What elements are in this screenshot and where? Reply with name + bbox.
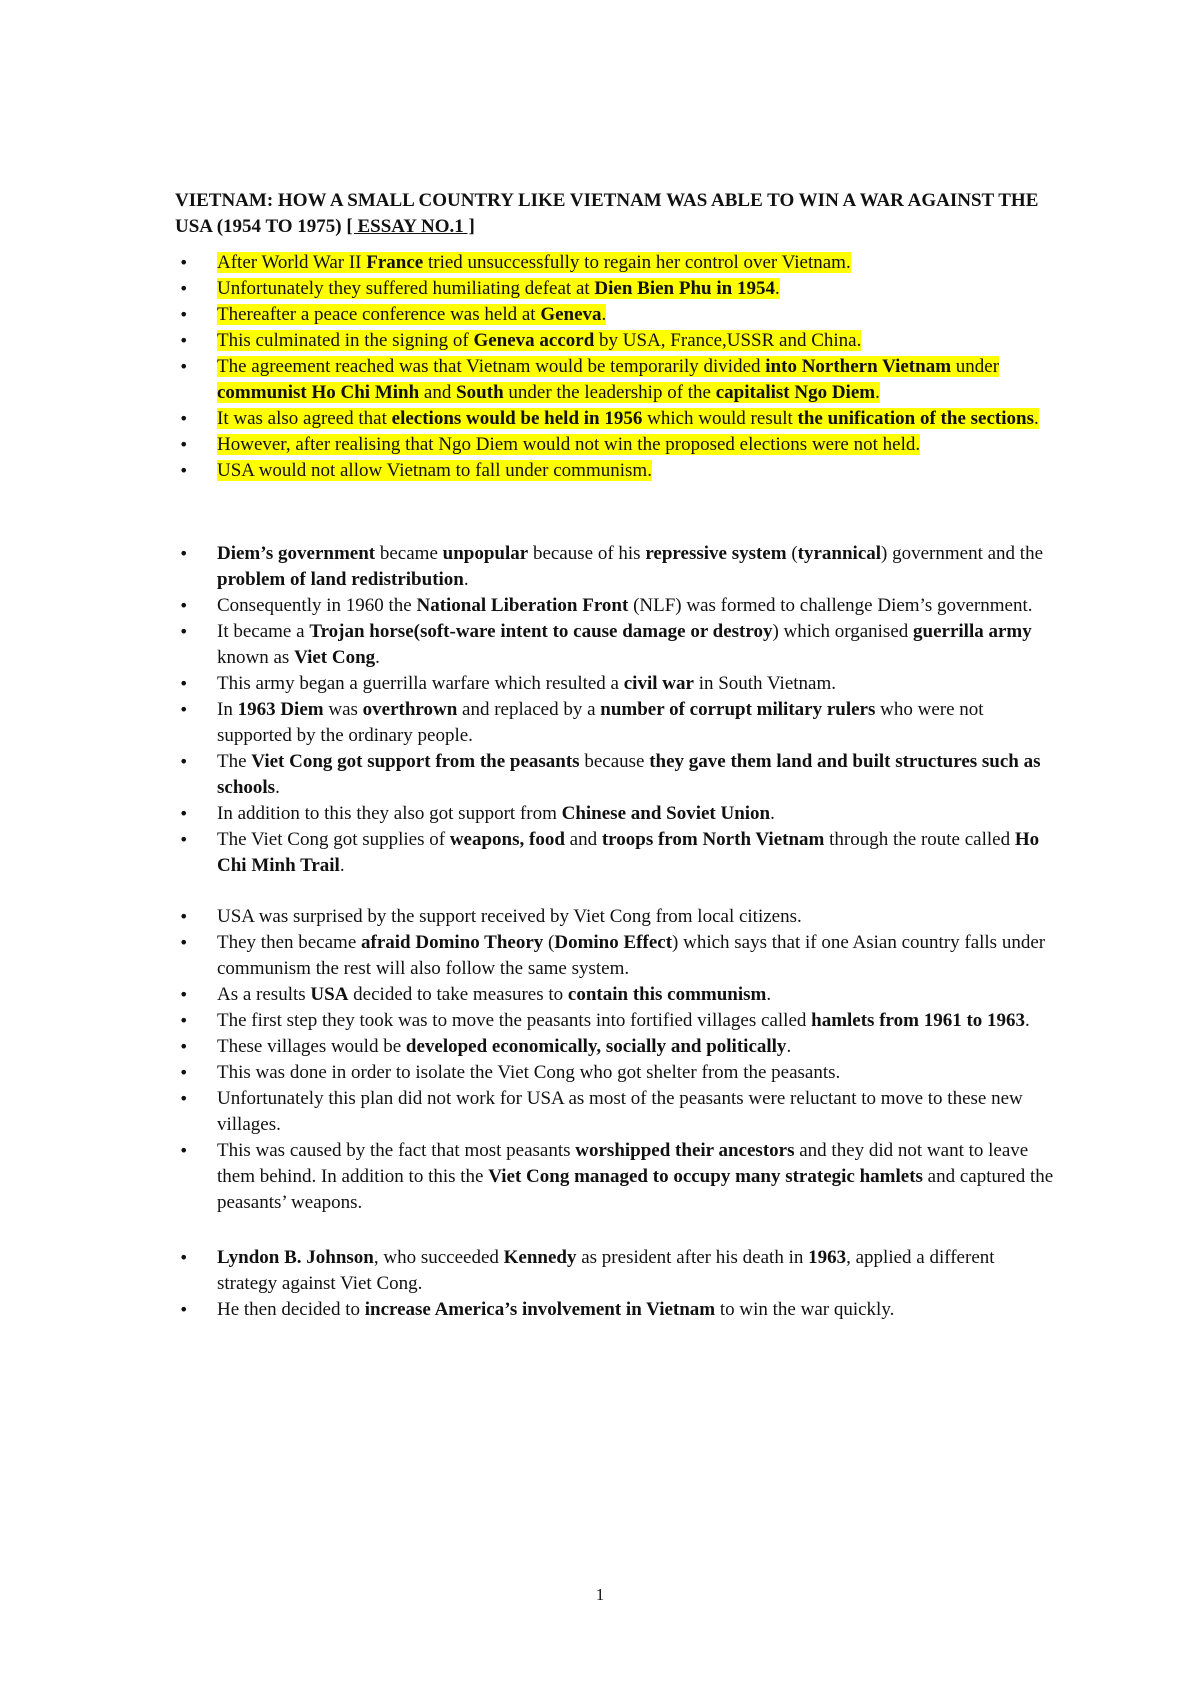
text-run: . <box>339 855 345 876</box>
bold-text-run: contain this communism <box>567 984 767 1005</box>
bold-text-run: Kennedy <box>503 1247 577 1268</box>
text-run: This was done in order to isolate the Viet Cong who got shelter from the peasants. <box>217 1062 841 1083</box>
bold-text-run: overthrown <box>362 699 458 720</box>
bullet-text <box>217 699 984 746</box>
bullet-item <box>175 302 1055 328</box>
text-run: and they did not want to leave them behind. In addition to this the <box>217 1140 1029 1187</box>
bold-text-run: number of corrupt military rulers <box>600 699 876 720</box>
text-run: . <box>1033 408 1039 429</box>
bullet-text <box>217 543 1043 590</box>
bullet-item <box>175 930 1055 982</box>
bold-text-run: weapons, food <box>449 829 565 850</box>
bold-text-run: unpopular <box>442 543 529 564</box>
bold-text-run: Lyndon B. Johnson <box>217 1247 374 1268</box>
bullet-list-geneva <box>175 250 1055 484</box>
text-run: The first step they took was to move the peasants into fortified villages called <box>217 1010 812 1031</box>
text-run: and <box>564 829 602 850</box>
bullet-text <box>217 673 836 694</box>
bullet-item <box>175 1245 1055 1297</box>
bold-text-run: problem of land redistribution <box>217 569 464 590</box>
bold-text-run: they gave them land and built structures such as schools <box>217 751 1041 798</box>
bullet-item <box>175 982 1055 1008</box>
text-run: in South Vietnam. <box>693 673 837 694</box>
bullet-item <box>175 827 1055 879</box>
text-run: . <box>375 647 380 668</box>
text-run: and captured the peasants’ weapons. <box>217 1166 1054 1213</box>
bold-text-run: 1963 Diem <box>237 699 324 720</box>
text-run: The agreement reached was that Vietnam would be temporarily divided <box>217 356 766 377</box>
bullet-item <box>175 593 1055 619</box>
text-run: tried unsuccessfully to regain her control over Vietnam. <box>423 252 851 273</box>
bullet-text <box>217 434 920 455</box>
text-run: and <box>419 382 457 403</box>
text-run: under the leadership of the <box>503 382 716 403</box>
text-run: because of his <box>528 543 646 564</box>
text-run: This army began a guerrilla warfare which resulted a <box>217 673 624 694</box>
text-run: . <box>463 569 469 590</box>
text-run: . <box>786 1036 792 1057</box>
bullet-item <box>175 1086 1055 1138</box>
text-run: USA was surprised by the support received by Viet Cong from local citizens. <box>217 906 802 927</box>
bullet-item <box>175 749 1055 801</box>
essay-title <box>175 188 1075 240</box>
bullet-item <box>175 801 1055 827</box>
text-run: was <box>323 699 363 720</box>
bullet-item <box>175 541 1055 593</box>
text-run: In addition to this they also got support from <box>217 803 562 824</box>
bullet-text <box>217 803 775 824</box>
bullet-text <box>217 1010 1030 1031</box>
text-run: through the route called <box>824 829 1015 850</box>
text-run: who were not supported by the ordinary people. <box>217 699 984 746</box>
text-run: . <box>875 382 880 403</box>
bullet-item <box>175 328 1055 354</box>
bullet-item <box>175 1138 1055 1216</box>
bullet-text <box>217 906 802 927</box>
bold-text-run: the unification of the sections <box>797 408 1034 429</box>
text-run: . <box>766 984 772 1005</box>
bold-text-run: USA <box>310 984 349 1005</box>
text-run: The Viet Cong got supplies of <box>217 829 450 850</box>
text-run: In <box>217 699 238 720</box>
bullet-text <box>217 356 999 403</box>
bullet-item <box>175 697 1055 749</box>
bold-text-run: Domino Effect <box>554 932 673 953</box>
bold-text-run: Ho Chi Minh Trail <box>217 829 1040 876</box>
text-run: because <box>579 751 650 772</box>
bold-text-run: communist Ho Chi Minh <box>217 382 420 403</box>
bullet-item <box>175 671 1055 697</box>
bold-text-run: elections would be held in 1956 <box>391 408 643 429</box>
page-number: 1 <box>595 1585 605 1604</box>
bullet-item <box>175 1034 1055 1060</box>
text-run: to win the war quickly. <box>715 1299 895 1320</box>
bold-text-run: Dien Bien Phu in 1954 <box>594 278 775 299</box>
text-run: known as <box>217 647 295 668</box>
bullet-text <box>217 1036 791 1057</box>
bullet-list-johnson <box>175 1245 1055 1323</box>
bullet-text <box>217 1062 840 1083</box>
bold-text-run: hamlets from 1961 to 1963 <box>811 1010 1026 1031</box>
text-run: ( <box>786 543 798 564</box>
bullet-item <box>175 458 1055 484</box>
essay-number-tag: [ ESSAY NO.1 ] <box>346 216 475 237</box>
bullet-list-strategic-hamlets <box>175 904 1055 1216</box>
text-run: As a results <box>217 984 311 1005</box>
bold-text-run: 1963 <box>808 1247 847 1268</box>
bullet-text <box>217 621 1032 668</box>
text-run: USA would not allow Vietnam to fall under communism. <box>217 460 652 481</box>
text-run: decided to take measures to <box>348 984 568 1005</box>
bullet-item <box>175 1297 1055 1323</box>
text-run: ) which says that if one Asian country falls under communism the rest will also follow the same system. <box>217 932 1046 979</box>
bullet-item <box>175 904 1055 930</box>
bullet-item <box>175 354 1055 406</box>
bold-text-run: troops from North Vietnam <box>601 829 825 850</box>
bullet-text <box>217 932 1045 979</box>
bold-text-run: Viet Cong got support from the peasants <box>251 751 580 772</box>
bullet-item <box>175 406 1055 432</box>
text-run: He then decided to <box>217 1299 365 1320</box>
bullet-text <box>217 829 1039 876</box>
bold-text-run: developed economically, socially and politically <box>405 1036 787 1057</box>
text-run: (NLF) was formed to challenge Diem’s government. <box>628 595 1033 616</box>
text-run: became <box>375 543 443 564</box>
bold-text-run: Diem’s government <box>217 543 376 564</box>
bold-text-run: South <box>456 382 504 403</box>
bullet-item <box>175 1060 1055 1086</box>
text-run: Unfortunately this plan did not work for USA as most of the peasants were reluctant to move to these new villages. <box>217 1088 1023 1135</box>
text-run: which would result <box>642 408 798 429</box>
bold-text-run: Geneva <box>540 304 602 325</box>
text-run: . <box>601 304 607 325</box>
text-run: ) government and the <box>881 543 1044 564</box>
bold-text-run: Chinese and Soviet Union <box>561 803 771 824</box>
text-run: . <box>770 803 775 824</box>
bullet-text <box>217 252 851 273</box>
essay-title-text: VIETNAM: HOW A SMALL COUNTRY LIKE VIETNAM WAS ABLE TO WIN A WAR AGAINST THE USA (1954 TO 1975) <box>175 190 1039 237</box>
bullet-text <box>217 1088 1023 1135</box>
text-run: It was also agreed that <box>217 408 392 429</box>
bold-text-run: afraid Domino Theory <box>361 932 544 953</box>
bullet-text <box>217 751 1041 798</box>
text-run: . <box>774 278 780 299</box>
bullet-text <box>217 595 1032 616</box>
text-run: ) which organised <box>772 621 914 642</box>
bold-text-run: France <box>366 252 424 273</box>
bold-text-run: increase America’s involvement in Vietnam <box>364 1299 716 1320</box>
text-run: These villages would be <box>217 1036 406 1057</box>
text-run: as president after his death in <box>576 1247 809 1268</box>
text-run: . <box>275 777 280 798</box>
bullet-text <box>217 1299 894 1320</box>
text-run: The <box>217 751 252 772</box>
text-run: After World War II <box>217 252 367 273</box>
bullet-item <box>175 1008 1055 1034</box>
bold-text-run: guerrilla army <box>913 621 1032 642</box>
bullet-list-viet-cong <box>175 541 1055 879</box>
text-run: Thereafter a peace conference was held at <box>217 304 541 325</box>
bold-text-run: capitalist Ngo Diem <box>715 382 876 403</box>
text-run: Unfortunately they suffered humiliating defeat at <box>217 278 595 299</box>
text-run: . <box>1025 1010 1030 1031</box>
text-run: However, after realising that Ngo Diem would not win the proposed elections were not held. <box>217 434 921 455</box>
bold-text-run: into Northern Vietnam <box>765 356 952 377</box>
text-run: by USA, France,USSR and China. <box>594 330 862 351</box>
bold-text-run: National Liberation Front <box>416 595 629 616</box>
text-run: under <box>951 356 1000 377</box>
text-run: This was caused by the fact that most peasants <box>217 1140 576 1161</box>
bullet-text <box>217 1247 995 1294</box>
text-run: ( <box>543 932 555 953</box>
bullet-text <box>217 278 780 299</box>
text-run: They then became <box>217 932 362 953</box>
bullet-item <box>175 432 1055 458</box>
bullet-text <box>217 1140 1053 1213</box>
text-run: This culminated in the signing of <box>217 330 474 351</box>
bold-text-run: Geneva accord <box>473 330 595 351</box>
bullet-text <box>217 304 606 325</box>
text-run: It became a <box>217 621 310 642</box>
bold-text-run: civil war <box>623 673 694 694</box>
text-run: , applied a different strategy against Viet Cong. <box>217 1247 995 1294</box>
bullet-text <box>217 330 861 351</box>
bold-text-run: repressive system <box>645 543 787 564</box>
bullet-text <box>217 984 771 1005</box>
bold-text-run: tyrannical <box>797 543 882 564</box>
bold-text-run: worshipped their ancestors <box>575 1140 795 1161</box>
text-run: Consequently in 1960 the <box>217 595 417 616</box>
bullet-item <box>175 250 1055 276</box>
bold-text-run: Viet Cong <box>294 647 376 668</box>
bold-text-run: Trojan horse(soft-ware intent to cause damage or destroy <box>309 621 773 642</box>
bullet-text <box>217 408 1039 429</box>
bullet-text <box>217 460 652 481</box>
text-run: and replaced by a <box>457 699 601 720</box>
bold-text-run: Viet Cong managed to occupy many strategic hamlets <box>488 1166 923 1187</box>
text-run: , who succeeded <box>373 1247 504 1268</box>
bullet-item <box>175 619 1055 671</box>
bullet-item <box>175 276 1055 302</box>
